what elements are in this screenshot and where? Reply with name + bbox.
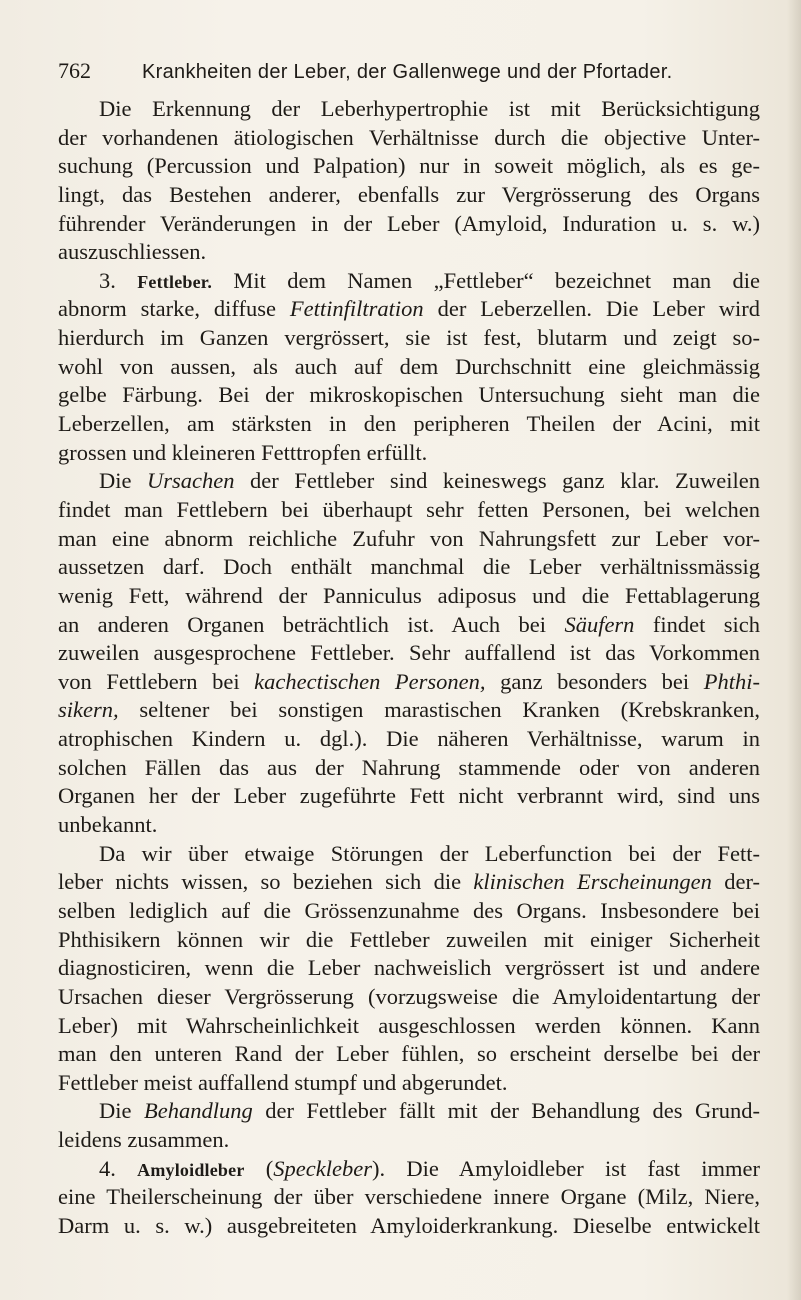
text-line [58, 324, 760, 353]
text-run: 4. [99, 1155, 138, 1181]
text-run: leber nichts wissen, so beziehen sich die [58, 869, 474, 895]
text-run: Die [99, 468, 148, 494]
text-run: Darm u. s. w.) ausgebreiteten Amyloiderkrankung. Dieselbe entwickelt [58, 1212, 760, 1238]
text-line [58, 381, 760, 410]
text-run: aussetzen darf. Doch enthält manchmal die Leber verhältnissmässig [58, 554, 760, 580]
text-run: 3. [99, 267, 138, 293]
section-heading: Fettleber. [137, 271, 213, 292]
text-run: ). Die Amyloidleber ist fast immer [371, 1155, 760, 1181]
text-run: Ursachen dieser Vergrösserung (vorzugsweise die Amyloidentartung der [58, 983, 760, 1009]
text-run: der vorhandenen ätiologischen Verhältnisse durch die objective Unter- [58, 124, 760, 150]
text-run: findet sich [634, 611, 760, 637]
text-run: wenig Fett, während der Panniculus adiposus und die Fettablagerung [58, 582, 760, 608]
text-line [58, 181, 760, 210]
text-line [58, 926, 760, 955]
text-line [58, 353, 760, 382]
text-line [58, 840, 760, 869]
text-line [58, 754, 760, 783]
text-run: ganz besonders bei [485, 668, 704, 694]
text-line [58, 152, 760, 181]
text-line [58, 525, 760, 554]
text-line [58, 868, 760, 897]
text-run: man den unteren Rand der Leber fühlen, so erscheint derselbe bei der [58, 1041, 760, 1067]
running-title: Krankheiten der Leber, der Gallenwege und der Pfortader. [142, 61, 673, 83]
text-run: man eine abnorm reichliche Zufuhr von Nahrungsfett zur Leber vor- [58, 525, 760, 551]
text-line [58, 439, 760, 468]
text-run: der Leberzellen. Die Leber wird [423, 296, 760, 322]
text-run: Die [99, 1098, 144, 1124]
text-run: suchung (Percussion und Palpation) nur in soweit möglich, als es ge- [58, 153, 760, 179]
text-line [58, 553, 760, 582]
text-run: der Fettleber sind keineswegs ganz klar. Zuweilen [234, 468, 760, 494]
text-run: an anderen Organen beträchtlich ist. Auch bei [58, 611, 565, 637]
text-run: gelbe Färbung. Bei der mikroskopischen Untersuchung sieht man die [58, 382, 760, 408]
text-line [58, 267, 760, 296]
text-run: führender Veränderungen in der Leber (Amyloid, Induration u. s. w.) [58, 210, 760, 236]
text-run: Da wir über etwaige Störungen der Leberfunction bei der Fett- [99, 840, 760, 866]
text-run: ( [244, 1155, 274, 1181]
text-line [58, 1040, 760, 1069]
text-run: auszuschliessen. [58, 239, 207, 265]
text-line [58, 725, 760, 754]
text-line [58, 1012, 760, 1041]
text-run: Leberzellen, am stärksten in den peripheren Theilen der Acini, mit [58, 411, 760, 437]
text-run: findet man Fettlebern bei überhaupt sehr fetten Personen, bei welchen [58, 496, 760, 522]
text-run: wohl von aussen, als auch auf dem Durchschnitt eine gleichmässig [58, 353, 760, 379]
page-edge-shadow [787, 0, 801, 1300]
italic-term: Phthi- [703, 668, 760, 694]
italic-term: kachectischen Personen, [254, 668, 486, 694]
text-line [58, 983, 760, 1012]
text-run: lingt, das Bestehen anderer, ebenfalls zur Vergrösserung des Organs [58, 181, 760, 207]
text-run: der Fettleber fällt mit der Behandlung des Grund- [252, 1098, 760, 1124]
text-run: seltener bei sonstigen marastischen Kranken (Krebskranken, [118, 697, 760, 723]
page-number: 762 [58, 58, 91, 83]
italic-term: klinischen Erscheinungen [473, 869, 712, 895]
text-run: leidens zusammen. [58, 1127, 230, 1153]
text-line [58, 811, 760, 840]
text-line [58, 897, 760, 926]
text-run: hierdurch im Ganzen vergrössert, sie ist fest, blutarm und zeigt so- [58, 325, 760, 351]
text-run: Fettleber meist auffallend stumpf und abgerundet. [58, 1069, 508, 1095]
text-run: Organen her der Leber zugeführte Fett nicht verbrannt wird, sind uns [58, 783, 760, 809]
text-line [58, 210, 760, 239]
text-line [58, 611, 760, 640]
text-line [58, 1212, 760, 1241]
text-run: grossen und kleineren Fetttropfen erfüllt. [58, 439, 428, 465]
text-run: der- [711, 869, 760, 895]
text-line [58, 639, 760, 668]
text-line [58, 1097, 760, 1126]
text-line [58, 696, 760, 725]
text-line [58, 1183, 760, 1212]
text-line [58, 1155, 760, 1184]
text-line [58, 954, 760, 983]
text-line [58, 1126, 760, 1155]
italic-term: Säufern [564, 611, 635, 637]
text-run: eine Theilerscheinung der über verschiedene innere Organe (Milz, Niere, [58, 1184, 760, 1210]
text-run: Leber) mit Wahrscheinlichkeit ausgeschlossen werden können. Kann [58, 1012, 760, 1038]
text-run: selben lediglich auf die Grössenzunahme des Organs. Insbesondere bei [58, 897, 760, 923]
text-line [58, 295, 760, 324]
section-heading: Amyloidleber [137, 1159, 245, 1180]
text-run: zuweilen ausgesprochene Fettleber. Sehr auffallend ist das Vorkommen [58, 640, 760, 666]
text-run: atrophischen Kindern u. dgl.). Die näheren Verhältnisse, warum in [58, 726, 760, 752]
text-line [58, 668, 760, 697]
body-text [58, 95, 760, 1241]
text-line [58, 238, 760, 267]
text-line [58, 582, 760, 611]
text-line [58, 1069, 760, 1098]
text-run: solchen Fällen das aus der Nahrung stammende oder von anderen [58, 754, 760, 780]
text-run: von Fettlebern bei [58, 668, 255, 694]
italic-term: Speckleber [273, 1155, 372, 1181]
text-line [58, 782, 760, 811]
text-line [58, 124, 760, 153]
running-head [58, 56, 758, 87]
italic-term: Fettinfiltration [289, 296, 424, 322]
text-run: abnorm starke, diffuse [58, 296, 290, 322]
text-line [58, 467, 760, 496]
text-line [58, 95, 760, 124]
italic-term: Ursachen [147, 468, 235, 494]
text-line [58, 496, 760, 525]
text-run: unbekannt. [58, 812, 158, 838]
italic-term: sikern, [58, 697, 119, 723]
text-run: Phthisikern können wir die Fettleber zuweilen mit einiger Sicherheit [58, 926, 760, 952]
text-line [58, 410, 760, 439]
text-run: Die Erkennung der Leberhypertrophie ist mit Berücksichtigung [99, 96, 760, 121]
text-run: diagnosticiren, wenn die Leber nachweislich vergrössert ist und andere [58, 955, 760, 981]
text-run: Mit dem Namen „Fettleber“ bezeichnet man die [212, 267, 760, 293]
italic-term: Behandlung [143, 1098, 253, 1124]
